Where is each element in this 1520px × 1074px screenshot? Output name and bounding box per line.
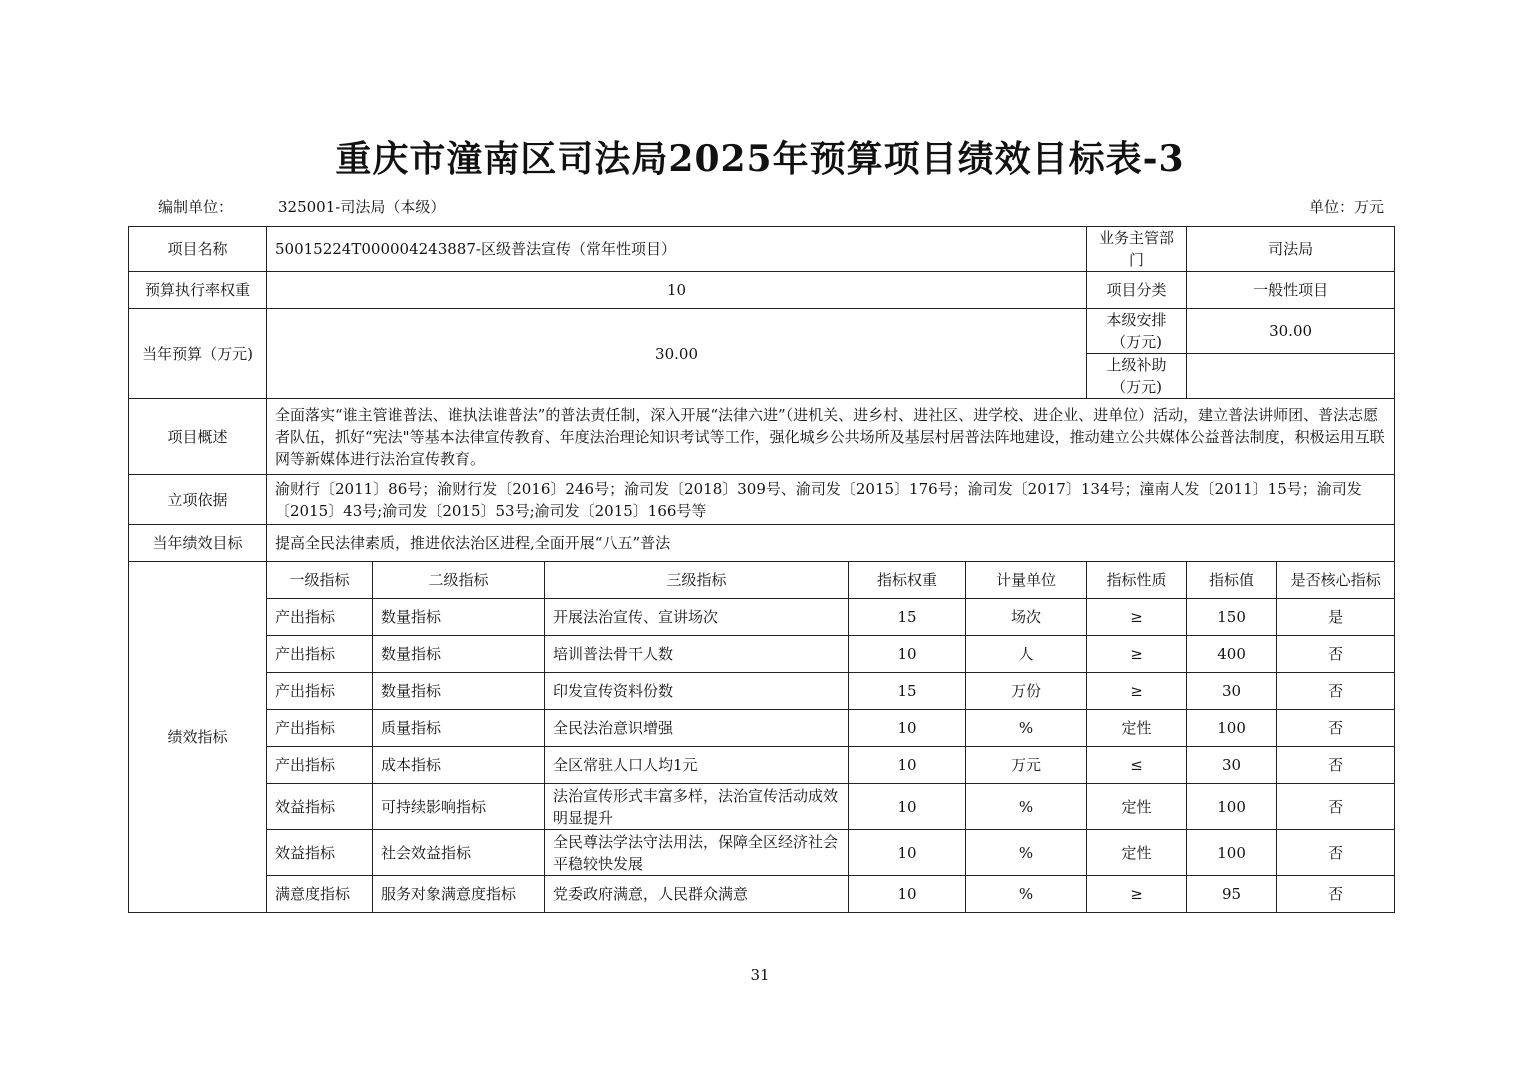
- dept-label: 业务主管部门: [1087, 227, 1187, 272]
- dept-value: 司法局: [1187, 227, 1395, 272]
- indicator-l1: 产出指标: [267, 636, 373, 673]
- indicator-l2: 可持续影响指标: [373, 784, 545, 830]
- project-name-label: 项目名称: [129, 227, 267, 272]
- header-nature: 指标性质: [1087, 562, 1187, 599]
- indicator-core: 否: [1277, 636, 1395, 673]
- budget-label: 当年预算（万元): [129, 309, 267, 399]
- project-name-value: 50015224T000004243887-区级普法宣传（常年性项目）: [267, 227, 1087, 272]
- indicator-weight: 10: [849, 784, 966, 830]
- indicator-nature: ≥: [1087, 636, 1187, 673]
- indicators-section-label: 绩效指标: [129, 562, 267, 913]
- indicator-nature: ≥: [1087, 876, 1187, 913]
- table-row: [129, 673, 1395, 710]
- indicator-l2: 服务对象满意度指标: [373, 876, 545, 913]
- page-title: 重庆市潼南区司法局2025年预算项目绩效目标表-3: [335, 138, 1185, 180]
- indicator-unit: 场次: [966, 599, 1087, 636]
- budget-value: 30.00: [267, 309, 1087, 399]
- indicator-core: 否: [1277, 747, 1395, 784]
- indicator-unit: 万份: [966, 673, 1087, 710]
- header-weight: 指标权重: [849, 562, 966, 599]
- unit-label: 单位：万元: [1308, 198, 1384, 216]
- table-row: [129, 830, 1395, 876]
- table-row: [129, 876, 1395, 913]
- indicator-l3: 印发宣传资料份数: [545, 673, 849, 710]
- indicator-l2: 社会效益指标: [373, 830, 545, 876]
- indicator-weight: 10: [849, 710, 966, 747]
- header-l1: 一级指标: [267, 562, 373, 599]
- indicator-value: 100: [1187, 710, 1277, 747]
- category-value: 一般性项目: [1187, 272, 1395, 309]
- category-label: 项目分类: [1087, 272, 1187, 309]
- header-core: 是否核心指标: [1277, 562, 1395, 599]
- org-value: 325001-司法局（本级）: [278, 198, 446, 216]
- indicator-nature: 定性: [1087, 784, 1187, 830]
- indicator-value: 400: [1187, 636, 1277, 673]
- indicator-l2: 数量指标: [373, 673, 545, 710]
- indicator-l3: 法治宣传形式丰富多样，法治宣传活动成效明显提升: [545, 784, 849, 830]
- goal-value: 提高全民法律素质，推进依法治区进程,全面开展“八五”普法: [267, 525, 1395, 562]
- basis-label: 立项依据: [129, 475, 267, 525]
- indicator-weight: 15: [849, 673, 966, 710]
- header-unit: 计量单位: [966, 562, 1087, 599]
- basis-value: 渝财行〔2011〕86号；渝财行发〔2016〕246号；渝司发〔2018〕309号、渝司发〔2015〕176号；渝司发〔2017〕134号；潼南人发〔2011〕15号；渝司发〔2015〕43号;渝司发〔2015〕53号;渝司发〔2015〕166号等: [267, 475, 1395, 525]
- indicator-unit: 人: [966, 636, 1087, 673]
- indicator-core: 否: [1277, 876, 1395, 913]
- indicator-nature: 定性: [1087, 710, 1187, 747]
- indicator-l2: 成本指标: [373, 747, 545, 784]
- indicator-l1: 产出指标: [267, 599, 373, 636]
- indicator-nature: ≤: [1087, 747, 1187, 784]
- indicator-weight: 15: [849, 599, 966, 636]
- indicator-l1: 产出指标: [267, 747, 373, 784]
- indicator-l2: 数量指标: [373, 636, 545, 673]
- indicator-unit: %: [966, 710, 1087, 747]
- indicator-unit: %: [966, 876, 1087, 913]
- local-label: 本级安排（万元): [1087, 309, 1187, 354]
- indicator-l1: 效益指标: [267, 830, 373, 876]
- indicator-unit: 万元: [966, 747, 1087, 784]
- indicator-core: 是: [1277, 599, 1395, 636]
- indicator-nature: ≥: [1087, 673, 1187, 710]
- indicator-l3: 全区常驻人口人均1元: [545, 747, 849, 784]
- indicator-l3: 党委政府满意，人民群众满意: [545, 876, 849, 913]
- indicator-l1: 效益指标: [267, 784, 373, 830]
- indicator-unit: %: [966, 830, 1087, 876]
- header-l3: 三级指标: [545, 562, 849, 599]
- indicator-value: 30: [1187, 747, 1277, 784]
- indicator-nature: ≥: [1087, 599, 1187, 636]
- indicator-core: 否: [1277, 784, 1395, 830]
- indicator-l1: 产出指标: [267, 673, 373, 710]
- weight-value: 10: [267, 272, 1087, 309]
- header-value: 指标值: [1187, 562, 1277, 599]
- indicator-core: 否: [1277, 673, 1395, 710]
- indicator-core: 否: [1277, 830, 1395, 876]
- indicator-weight: 10: [849, 747, 966, 784]
- indicator-nature: 定性: [1087, 830, 1187, 876]
- indicator-l3: 开展法治宣传、宣讲场次: [545, 599, 849, 636]
- page-number: 31: [750, 966, 770, 984]
- goal-label: 当年绩效目标: [129, 525, 267, 562]
- indicator-weight: 10: [849, 636, 966, 673]
- table-row: [129, 784, 1395, 830]
- table-row: [129, 710, 1395, 747]
- indicator-value: 100: [1187, 830, 1277, 876]
- indicator-value: 150: [1187, 599, 1277, 636]
- indicator-weight: 10: [849, 830, 966, 876]
- table-row: [129, 636, 1395, 673]
- subsidy-label: 上级补助（万元): [1087, 354, 1187, 399]
- performance-table: [128, 226, 1395, 913]
- indicator-core: 否: [1277, 710, 1395, 747]
- overview-label: 项目概述: [129, 399, 267, 475]
- local-value: 30.00: [1187, 309, 1395, 354]
- subsidy-value: [1187, 354, 1395, 399]
- overview-value: 全面落实“谁主管谁普法、谁执法谁普法”的普法责任制，深入开展“法律六进”（进机关、进乡村、进社区、进学校、进企业、进单位）活动，建立普法讲师团、普法志愿者队伍，抓好“宪法"等基本法律宣传教育、年度法治理论知识考试等工作，强化城乡公共场所及基层村居普法阵地建设，推动建立公共媒体公益普法制度，积极运用互联网等新媒体进行法治宣传教育。: [267, 399, 1395, 475]
- indicator-l1: 满意度指标: [267, 876, 373, 913]
- indicator-l3: 培训普法骨干人数: [545, 636, 849, 673]
- weight-label: 预算执行率权重: [129, 272, 267, 309]
- meta-row: [158, 196, 1384, 218]
- table-row: [129, 599, 1395, 636]
- indicator-l1: 产出指标: [267, 710, 373, 747]
- org-label: 编制单位：: [158, 198, 234, 216]
- table-row: [129, 747, 1395, 784]
- header-l2: 二级指标: [373, 562, 545, 599]
- indicator-value: 95: [1187, 876, 1277, 913]
- indicator-l2: 质量指标: [373, 710, 545, 747]
- indicator-unit: %: [966, 784, 1087, 830]
- indicator-weight: 10: [849, 876, 966, 913]
- indicator-value: 100: [1187, 784, 1277, 830]
- indicator-l3: 全民法治意识增强: [545, 710, 849, 747]
- indicator-value: 30: [1187, 673, 1277, 710]
- indicator-l3: 全民尊法学法守法用法，保障全区经济社会平稳较快发展: [545, 830, 849, 876]
- indicator-l2: 数量指标: [373, 599, 545, 636]
